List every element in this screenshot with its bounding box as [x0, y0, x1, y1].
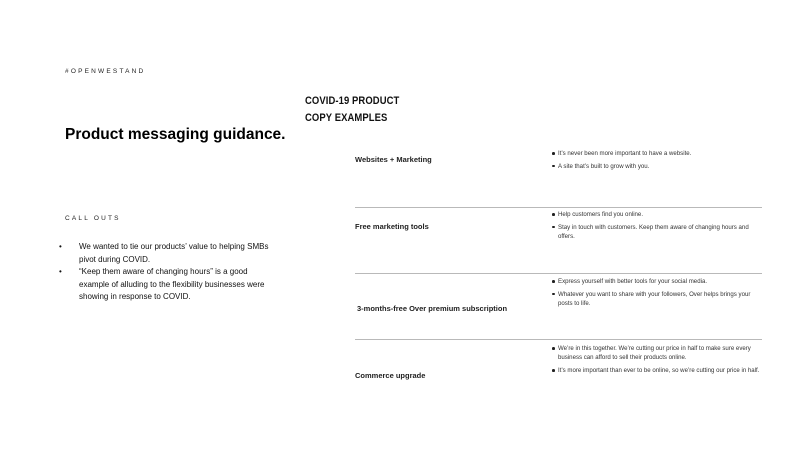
- copy-item: A site that’s built to grow with you.: [552, 162, 762, 171]
- table-row: [355, 274, 762, 340]
- copy-list: [552, 149, 762, 175]
- copy-list: [552, 210, 762, 245]
- table-row: [355, 340, 762, 406]
- callouts-heading: CALL OUTS: [65, 215, 121, 222]
- callout-item: • “Keep them aware of changing hours” is a good example of alluding to the flexibility businesses were showing in response to COVID.: [58, 266, 273, 304]
- copy-item: Whatever you want to share with your followers, Over helps brings your posts to life.: [552, 290, 762, 309]
- copy-item: It’s more important than ever to be online, so we’re cutting our price in half.: [552, 366, 762, 375]
- copy-item: Express yourself with better tools for your social media.: [552, 277, 762, 286]
- product-name: Commerce upgrade: [355, 371, 426, 380]
- table-row: [355, 142, 762, 208]
- callout-item: • We wanted to tie our products’ value to helping SMBs pivot during COVID.: [58, 241, 273, 266]
- copy-heading-line: COPY EXAMPLES: [305, 111, 388, 124]
- copy-item: We’re in this together. We’re cutting our price in half to make sure every business can afford to sell their products online.: [552, 344, 762, 363]
- table-row: [355, 208, 762, 274]
- product-name: 3-months-free Over premium subscription: [357, 304, 508, 313]
- copy-examples-table: [355, 142, 762, 406]
- product-name: Free marketing tools: [355, 222, 429, 231]
- hashtag-label: #OPENWESTAND: [65, 68, 146, 75]
- copy-list: [552, 344, 762, 379]
- product-name: Websites + Marketing: [355, 155, 432, 164]
- copy-heading-line: COVID-19 PRODUCT: [305, 95, 400, 107]
- copy-item: Stay in touch with customers. Keep them aware of changing hours and offers.: [552, 223, 762, 242]
- slide-title: Product messaging guidance.: [65, 126, 286, 143]
- copy-item: Help customers find you online.: [552, 210, 762, 219]
- copy-item: It’s never been more important to have a website.: [552, 149, 762, 158]
- copy-list: [552, 277, 762, 312]
- callouts-list: [58, 241, 273, 304]
- copy-examples-heading: [305, 93, 399, 126]
